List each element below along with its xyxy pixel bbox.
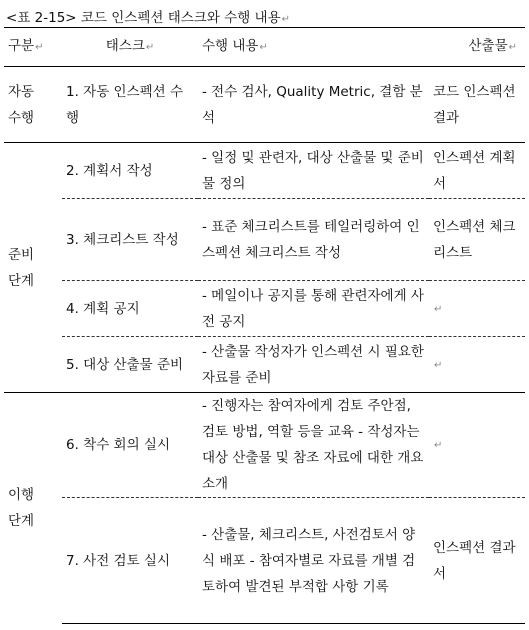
output-cell: 인스펙션 체크리스트 [429, 199, 525, 281]
inspection-task-table [4, 27, 525, 624]
content-cell: - 일정 및 관련자, 대상 산출물 및 준비물 정의 [198, 143, 429, 199]
table-row [4, 337, 525, 393]
output-cell: ↵ [429, 281, 525, 337]
group-label-auto: 자동 수행 [8, 83, 35, 126]
task-cell: 5. 대상 산출물 준비 [62, 337, 198, 393]
group-label-prep: 준비 단계 [4, 143, 62, 393]
task-cell: 4. 계획 공지 [62, 281, 198, 337]
table-header-row [4, 28, 525, 67]
content-cell: - 진행자는 참여자에게 검토 주안점, 검토 방법, 역할 등을 교육 - 작성자는 대상 산출물 및 참조 자료에 대한 개요 소개 [198, 393, 429, 498]
task-cell: 7. 사전 검토 실시 [62, 498, 198, 624]
table-caption: <표 2-15> 코드 인스펙션 태스크와 수행 내용↵ [6, 10, 291, 26]
table-row [4, 199, 525, 281]
output-cell: ↵ [429, 393, 525, 498]
table-row [4, 67, 525, 143]
table-row [4, 143, 525, 199]
content-cell: - 전수 검사, Quality Metric, 결함 분석 [202, 83, 423, 126]
output-cell: 인스펙션 결과서 [429, 498, 525, 624]
output-cell: ↵ [429, 337, 525, 393]
table-row [4, 281, 525, 337]
task-cell: 6. 착수 회의 실시 [62, 393, 198, 498]
content-cell: - 메일이나 공지를 통해 관련자에게 사전 공지 [198, 281, 429, 337]
output-cell: 코드 인스펙션 결과 [433, 83, 516, 126]
output-cell: 인스펙션 계획서 [429, 143, 525, 199]
group-label-exec: 이행 단계 [4, 393, 62, 624]
content-cell: - 산출물, 체크리스트, 사전검토서 양식 배포 - 참여자별로 자료를 개별 검토하여 발견된 부적합 사항 기록 [198, 498, 429, 624]
table-row [4, 498, 525, 624]
table-row [4, 393, 525, 498]
task-cell: 2. 계획서 작성 [62, 143, 198, 199]
header-content: 수행 내용↵ [198, 28, 429, 67]
content-cell: - 산출물 작성자가 인스펙션 시 필요한 자료를 준비 [198, 337, 429, 393]
header-output: 산출물↵ [429, 28, 525, 67]
content-cell: - 표준 체크리스트를 테일러링하여 인스펙션 체크리스트 작성 [198, 199, 429, 281]
header-category: 구분↵ [4, 28, 62, 67]
task-cell: 3. 체크리스트 작성 [62, 199, 198, 281]
task-cell: 1. 자동 인스펙션 수행 [66, 83, 184, 126]
header-task: 태스크↵ [62, 28, 198, 67]
